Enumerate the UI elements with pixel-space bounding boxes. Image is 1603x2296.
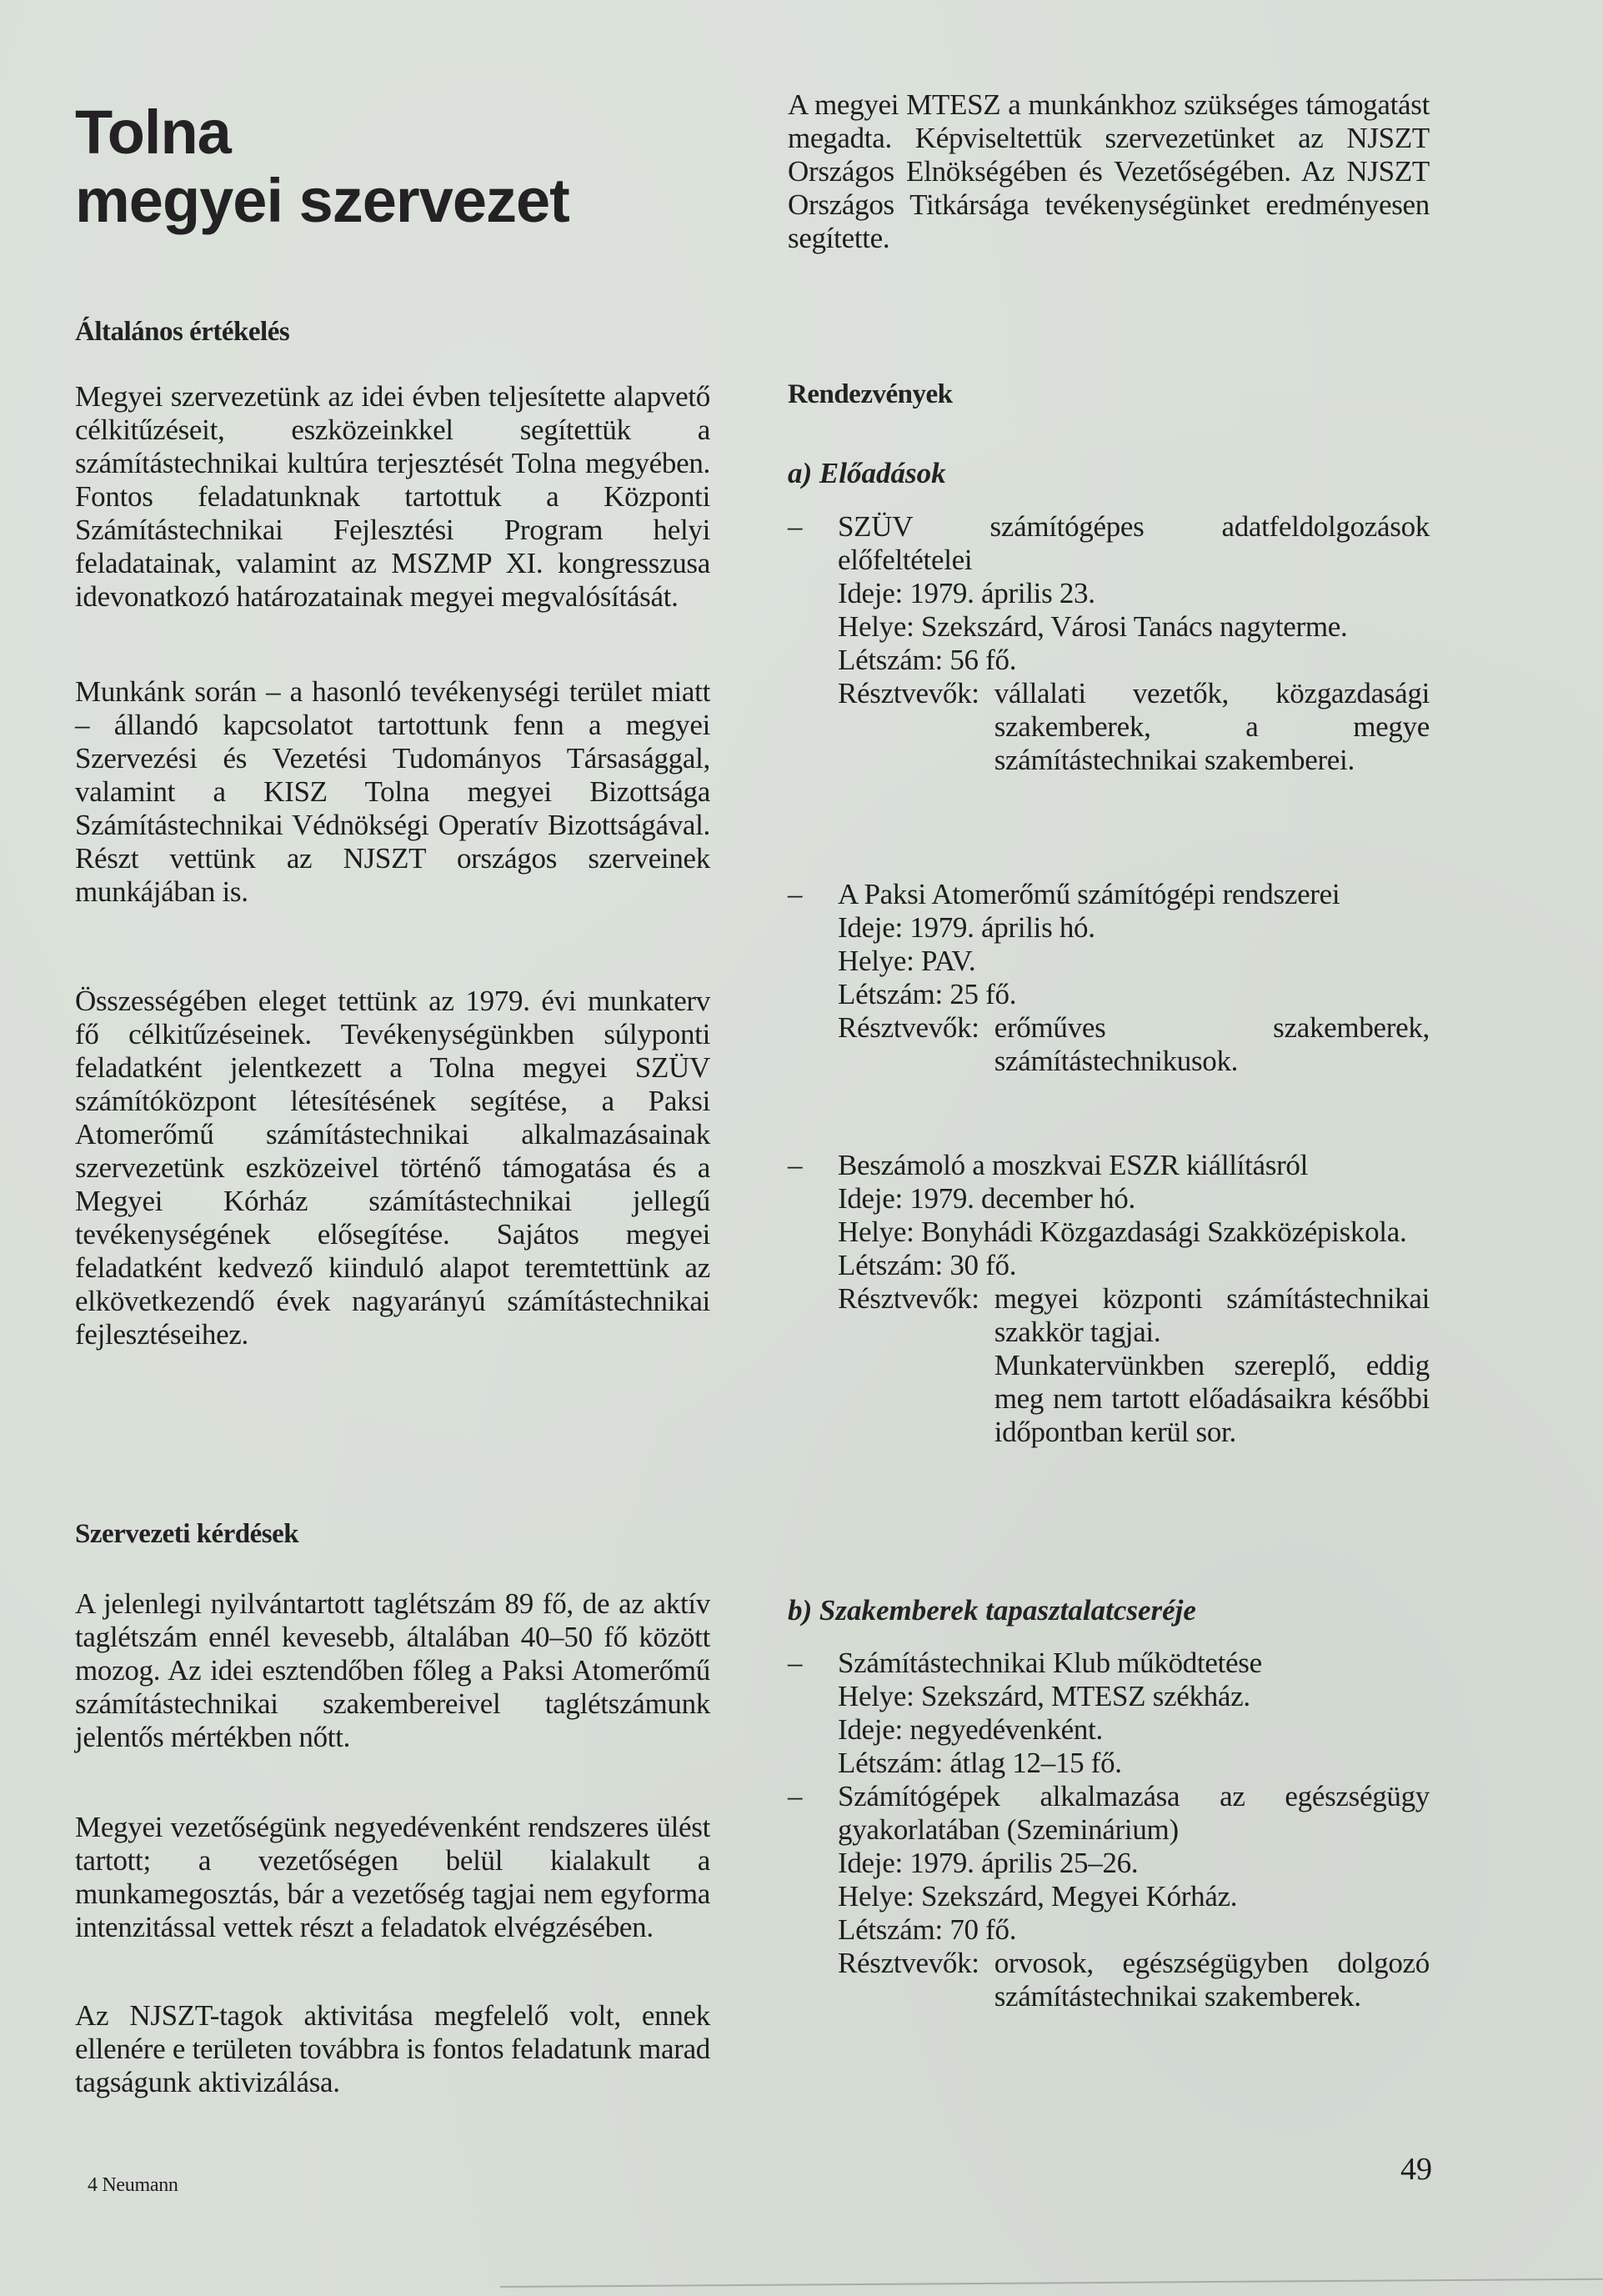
- event-date: Ideje: 1979. április 25–26.: [838, 1847, 1139, 1879]
- event-title: Számítógépek alkalmazása az egészségügy gyakorlatában (Szeminárium): [838, 1780, 1430, 1846]
- participants-value: erőműves szakemberek, számítástechnikusok.: [994, 1011, 1430, 1077]
- paragraph-org-3: Az NJSZT-tagok aktivitása megfelelő volt, ennek ellenére e területen továbbra is fontos feladatunk marad tagságunk aktivizálása.: [75, 1999, 710, 2098]
- paragraph-general-2: Munkánk során – a hasonló tevékenységi terület miatt – állandó kapcsolatot tartottunk fenn a megyei Szervezési és Vezetési Tudományos Társasággal, valamint a KISZ Tolna megyei Bizottsága Számítástechnikai Védnökségi Operatív Bizottságával. Részt vettünk az NJSZT országos szerveinek munkájában is.: [75, 675, 710, 908]
- paragraph-general-1: Megyei szervezetünk az idei évben teljesítette alapvető célkitűzéseit, eszközeinkkel segítettük a számítástechnikai kultúra terjesztését Tolna megyében. Fontos feladatunknak tartottuk a Központi Számítástechnikai Fejlesztési Program helyi feladatainak, valamint az MSZMP XI. kongresszusa idevonatkozó határozatainak megyei megvalósítását.: [75, 380, 710, 613]
- event-date: Ideje: 1979. december hó.: [838, 1182, 1135, 1215]
- event-count: Létszám: 70 fő.: [838, 1913, 1017, 1946]
- participants-value: orvosok, egészségügyben dolgozó számítástechnikai szakemberek.: [994, 1947, 1430, 2013]
- participants-value: vállalati vezetők, közgazdasági szakemberek, a megye számítástechnikai szakemberei.: [994, 677, 1430, 776]
- event-participants: [838, 677, 1430, 777]
- participants-label: Résztvevők:: [838, 1282, 979, 1315]
- paragraph-intro: A megyei MTESZ a munkánkhoz szükséges támogatást megadta. Képviseltettük szervezetünket az NJSZT Országos Elnökségében és Vezetőségében. Az NJSZT Országos Titkársága tevékenységünket eredményesen segítette.: [788, 88, 1430, 254]
- paragraph-general-3: Összességében eleget tettünk az 1979. évi munkaterv fő célkitűzéseinek. Tevékenységünkben súlyponti feladatként jelentkezett a Tolna megyei SZÜV számítóközpont létesítésének segítése, a Paksi Atomerőmű számítástechnikai alkalmazásainak szervezetünk eszközeivel történő támogatása és a Megyei Kórház számítástechnikai jellegű tevékenységének elősegítése. Sajátos megyei feladatként kedvező kiinduló alapot teremtettünk az elkövetkezendő évek nagyarányú számítástechnikai fejlesztéseihez.: [75, 985, 710, 1351]
- event-note: Munkatervünkben szereplő, eddig meg nem tartott előadásaikra későbbi időpontban kerül sor.: [994, 1349, 1430, 1448]
- list-dash: –: [788, 878, 803, 910]
- event-place: Helye: Szekszárd, Megyei Kórház.: [838, 1880, 1238, 1912]
- list-dash: –: [788, 1149, 803, 1181]
- section-heading-general: Általános értékelés: [75, 317, 290, 347]
- section-heading-org: Szervezeti kérdések: [75, 1519, 299, 1549]
- exchange-item: [788, 1780, 1430, 2013]
- event-participants: [838, 1282, 1430, 1449]
- event-title: A Paksi Atomerőmű számítógépi rendszerei: [838, 878, 1340, 910]
- title-line-1: Tolna: [75, 98, 231, 167]
- list-dash: –: [788, 1647, 803, 1679]
- sub-heading-lectures: a) Előadások: [788, 457, 946, 489]
- event-place: Helye: PAV.: [838, 945, 976, 977]
- event-date: Ideje: 1979. április 23.: [838, 577, 1095, 609]
- event-count: Létszám: 56 fő.: [838, 644, 1017, 676]
- participants-label: Résztvevők:: [838, 1947, 979, 1979]
- participants-value: [994, 1282, 1430, 1449]
- exchange-item: [788, 1647, 1430, 1780]
- event-date: Ideje: negyedévenként.: [838, 1713, 1103, 1746]
- page-edge-line: [500, 2278, 1603, 2288]
- event-date: Ideje: 1979. április hó.: [838, 911, 1095, 944]
- lecture-item: [788, 1149, 1430, 1449]
- paragraph-org-1: A jelenlegi nyilvántartott taglétszám 89 fő, de az aktív taglétszám ennél kevesebb, általában 40–50 fő között mozog. Az idei esztendőben főleg a Paksi Atomerőmű számítástechnikai szakembereivel taglétszámunk jelentős mértékben nőtt.: [75, 1587, 710, 1753]
- event-title: Számítástechnikai Klub működtetése: [838, 1647, 1262, 1679]
- title-line-2: megyei szervezet: [75, 166, 569, 235]
- list-dash: –: [788, 1780, 803, 1812]
- participants-label: Résztvevők:: [838, 677, 979, 709]
- event-count: Létszám: átlag 12–15 fő.: [838, 1747, 1122, 1779]
- event-participants: [838, 1011, 1430, 1078]
- event-place: Helye: Szekszárd, Városi Tanács nagyterme.: [838, 610, 1348, 643]
- footer-signature: 4 Neumann: [88, 2174, 178, 2196]
- page-title: [75, 98, 569, 235]
- paragraph-org-2: Megyei vezetőségünk negyedévenként rendszeres ülést tartott; a vezetőségen belül kialakult a munkamegosztás, bár a vezetőség tagjai nem egyforma intenzitással vettek részt a feladatok elvégzésében.: [75, 1811, 710, 1943]
- lecture-item: [788, 878, 1430, 1078]
- event-participants: [838, 1947, 1430, 2013]
- event-place: Helye: Bonyhádi Közgazdasági Szakközépiskola.: [838, 1216, 1407, 1248]
- lecture-item: [788, 510, 1430, 777]
- event-title: SZÜV számítógépes adatfeldolgozások előfeltételei: [838, 510, 1430, 576]
- page-number: 49: [1400, 2152, 1432, 2187]
- participants-label: Résztvevők:: [838, 1011, 979, 1044]
- event-count: Létszám: 25 fő.: [838, 978, 1017, 1010]
- event-place: Helye: Szekszárd, MTESZ székház.: [838, 1680, 1250, 1712]
- participants-text: megyei központi számítástechnikai szakkör tagjai.: [994, 1282, 1430, 1348]
- event-title: Beszámoló a moszkvai ESZR kiállításról: [838, 1149, 1309, 1181]
- sub-heading-exchange: b) Szakemberek tapasztalatcseréje: [788, 1594, 1196, 1627]
- list-dash: –: [788, 510, 803, 543]
- event-count: Létszám: 30 fő.: [838, 1249, 1017, 1281]
- section-heading-events: Rendezvények: [788, 379, 953, 409]
